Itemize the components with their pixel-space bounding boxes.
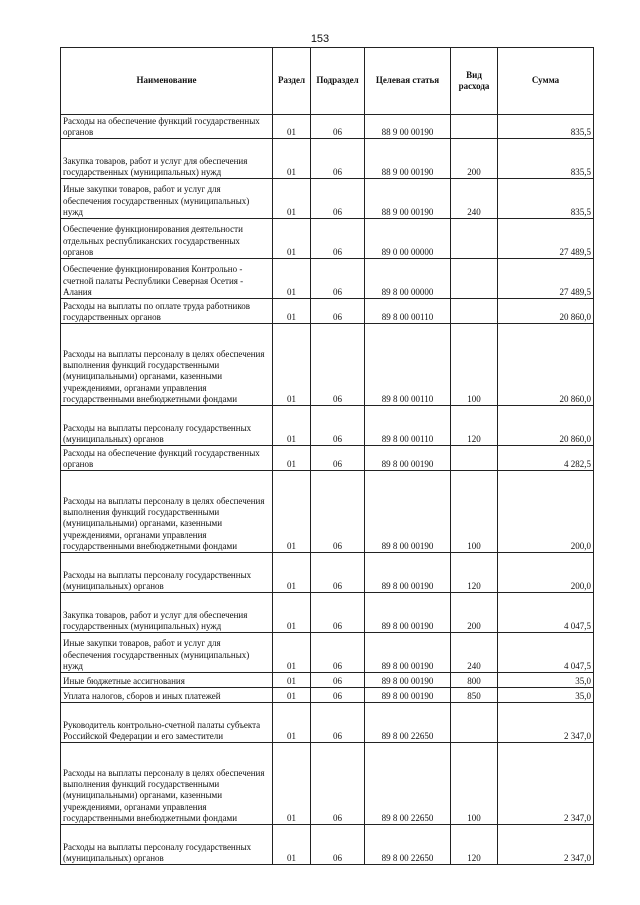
- row-target: 89 8 00 22650: [365, 703, 451, 743]
- row-amount: 4 282,5: [498, 446, 594, 471]
- row-subsection: 06: [311, 406, 365, 446]
- row-amount: 27 489,5: [498, 259, 594, 299]
- table-row: [61, 673, 594, 688]
- row-amount: 20 860,0: [498, 324, 594, 406]
- row-subsection: 06: [311, 179, 365, 219]
- row-amount: 2 347,0: [498, 743, 594, 825]
- row-subsection: 06: [311, 139, 365, 179]
- row-subsection: 06: [311, 446, 365, 471]
- row-subsection: 06: [311, 825, 365, 865]
- row-amount: 835,5: [498, 139, 594, 179]
- header-type: Вид расхода: [451, 48, 498, 115]
- row-section: 01: [273, 743, 311, 825]
- row-target: 89 8 00 00190: [365, 688, 451, 703]
- row-subsection: 06: [311, 553, 365, 593]
- table-row: [61, 553, 594, 593]
- row-name: Расходы на обеспечение функций государственных органов: [61, 446, 273, 471]
- row-type: 200: [451, 139, 498, 179]
- budget-table: [60, 47, 594, 865]
- row-amount: 20 860,0: [498, 299, 594, 324]
- row-subsection: 06: [311, 324, 365, 406]
- row-section: 01: [273, 115, 311, 139]
- row-name: Иные закупки товаров, работ и услуг для обеспечения государственных (муниципальных) нужд: [61, 179, 273, 219]
- row-target: 89 8 00 00190: [365, 673, 451, 688]
- row-subsection: 06: [311, 743, 365, 825]
- table-row: [61, 115, 594, 139]
- page-number: 153: [310, 33, 330, 45]
- table-row: [61, 743, 594, 825]
- row-amount: 835,5: [498, 179, 594, 219]
- row-subsection: 06: [311, 115, 365, 139]
- row-section: 01: [273, 406, 311, 446]
- row-type: [451, 703, 498, 743]
- row-amount: 4 047,5: [498, 633, 594, 673]
- row-name: Иные закупки товаров, работ и услуг для обеспечения государственных (муниципальных) нужд: [61, 633, 273, 673]
- row-amount: 200,0: [498, 553, 594, 593]
- table-row: [61, 299, 594, 324]
- row-target: 89 8 00 00110: [365, 406, 451, 446]
- row-section: 01: [273, 633, 311, 673]
- row-type: 120: [451, 825, 498, 865]
- row-section: 01: [273, 553, 311, 593]
- row-amount: 2 347,0: [498, 703, 594, 743]
- row-section: 01: [273, 259, 311, 299]
- row-section: 01: [273, 825, 311, 865]
- table-row: [61, 446, 594, 471]
- row-subsection: 06: [311, 259, 365, 299]
- row-amount: 20 860,0: [498, 406, 594, 446]
- row-name: Закупка товаров, работ и услуг для обеспечения государственных (муниципальных) нужд: [61, 593, 273, 633]
- row-section: 01: [273, 673, 311, 688]
- row-target: 89 8 00 22650: [365, 825, 451, 865]
- table-row: [61, 219, 594, 259]
- row-target: 89 8 00 00110: [365, 324, 451, 406]
- table-row: [61, 633, 594, 673]
- row-type: [451, 299, 498, 324]
- row-name: Расходы на выплаты персоналу в целях обеспечения выполнения функций государственными (муниципальными) органами, казенными учреждениями, органами управления государственными внебюджетными фондами: [61, 324, 273, 406]
- row-type: 850: [451, 688, 498, 703]
- row-target: 88 9 00 00190: [365, 139, 451, 179]
- row-target: 89 8 00 00190: [365, 471, 451, 553]
- table-row: [61, 139, 594, 179]
- row-type: [451, 446, 498, 471]
- row-target: 88 9 00 00190: [365, 179, 451, 219]
- row-subsection: 06: [311, 673, 365, 688]
- row-amount: 4 047,5: [498, 593, 594, 633]
- row-type: 100: [451, 471, 498, 553]
- row-amount: 2 347,0: [498, 825, 594, 865]
- row-type: 240: [451, 179, 498, 219]
- row-name: Обеспечение функционирования деятельности отдельных республиканских государственных органов: [61, 219, 273, 259]
- header-section: Раздел: [273, 48, 311, 115]
- row-name: Расходы на обеспечение функций государственных органов: [61, 115, 273, 139]
- table-row: [61, 471, 594, 553]
- row-target: 89 8 00 00110: [365, 299, 451, 324]
- row-subsection: 06: [311, 471, 365, 553]
- row-section: 01: [273, 139, 311, 179]
- row-target: 88 9 00 00190: [365, 115, 451, 139]
- row-section: 01: [273, 324, 311, 406]
- row-section: 01: [273, 446, 311, 471]
- row-amount: 835,5: [498, 115, 594, 139]
- row-subsection: 06: [311, 688, 365, 703]
- row-amount: 200,0: [498, 471, 594, 553]
- row-target: 89 8 00 00190: [365, 553, 451, 593]
- row-section: 01: [273, 179, 311, 219]
- row-name: Иные бюджетные ассигнования: [61, 673, 273, 688]
- row-name: Руководитель контрольно-счетной палаты субъекта Российской Федерации и его заместители: [61, 703, 273, 743]
- header-name: Наименование: [61, 48, 273, 115]
- row-type: [451, 115, 498, 139]
- header-target: Целевая статья: [365, 48, 451, 115]
- row-name: Обеспечение функционирования Контрольно - счетной палаты Республики Северная Осетия - Алания: [61, 259, 273, 299]
- table-row: [61, 593, 594, 633]
- row-name: Расходы на выплаты персоналу в целях обеспечения выполнения функций государственными (муниципальными) органами, казенными учреждениями, органами управления государственными внебюджетными фондами: [61, 471, 273, 553]
- row-subsection: 06: [311, 633, 365, 673]
- row-subsection: 06: [311, 299, 365, 324]
- row-subsection: 06: [311, 219, 365, 259]
- table-row: [61, 406, 594, 446]
- row-name: Уплата налогов, сборов и иных платежей: [61, 688, 273, 703]
- row-subsection: 06: [311, 593, 365, 633]
- row-type: 240: [451, 633, 498, 673]
- row-section: 01: [273, 219, 311, 259]
- row-type: 120: [451, 553, 498, 593]
- row-type: [451, 219, 498, 259]
- row-name: Расходы на выплаты персоналу в целях обеспечения выполнения функций государственными (муниципальными) органами, казенными учреждениями, органами управления государственными внебюджетными фондами: [61, 743, 273, 825]
- row-type: 100: [451, 324, 498, 406]
- row-target: 89 8 00 00190: [365, 446, 451, 471]
- table-row: [61, 703, 594, 743]
- row-type: [451, 259, 498, 299]
- row-name: Закупка товаров, работ и услуг для обеспечения государственных (муниципальных) нужд: [61, 139, 273, 179]
- table-row: [61, 324, 594, 406]
- row-section: 01: [273, 593, 311, 633]
- row-target: 89 0 00 00000: [365, 219, 451, 259]
- row-amount: 35,0: [498, 688, 594, 703]
- row-target: 89 8 00 00000: [365, 259, 451, 299]
- row-target: 89 8 00 00190: [365, 633, 451, 673]
- row-amount: 27 489,5: [498, 219, 594, 259]
- row-name: Расходы на выплаты персоналу государственных (муниципальных) органов: [61, 825, 273, 865]
- row-section: 01: [273, 299, 311, 324]
- row-type: 200: [451, 593, 498, 633]
- table-header-row: [61, 48, 594, 115]
- header-amount: Сумма: [498, 48, 594, 115]
- row-amount: 35,0: [498, 673, 594, 688]
- row-target: 89 8 00 00190: [365, 593, 451, 633]
- row-type: 800: [451, 673, 498, 688]
- row-type: 100: [451, 743, 498, 825]
- header-subsection: Подраздел: [311, 48, 365, 115]
- row-target: 89 8 00 22650: [365, 743, 451, 825]
- row-name: Расходы на выплаты персоналу государственных (муниципальных) органов: [61, 553, 273, 593]
- row-name: Расходы на выплаты по оплате труда работников государственных органов: [61, 299, 273, 324]
- row-type: 120: [451, 406, 498, 446]
- table-row: [61, 688, 594, 703]
- table-row: [61, 825, 594, 865]
- table-row: [61, 179, 594, 219]
- row-section: 01: [273, 471, 311, 553]
- row-section: 01: [273, 703, 311, 743]
- row-section: 01: [273, 688, 311, 703]
- row-name: Расходы на выплаты персоналу государственных (муниципальных) органов: [61, 406, 273, 446]
- row-subsection: 06: [311, 703, 365, 743]
- table-row: [61, 259, 594, 299]
